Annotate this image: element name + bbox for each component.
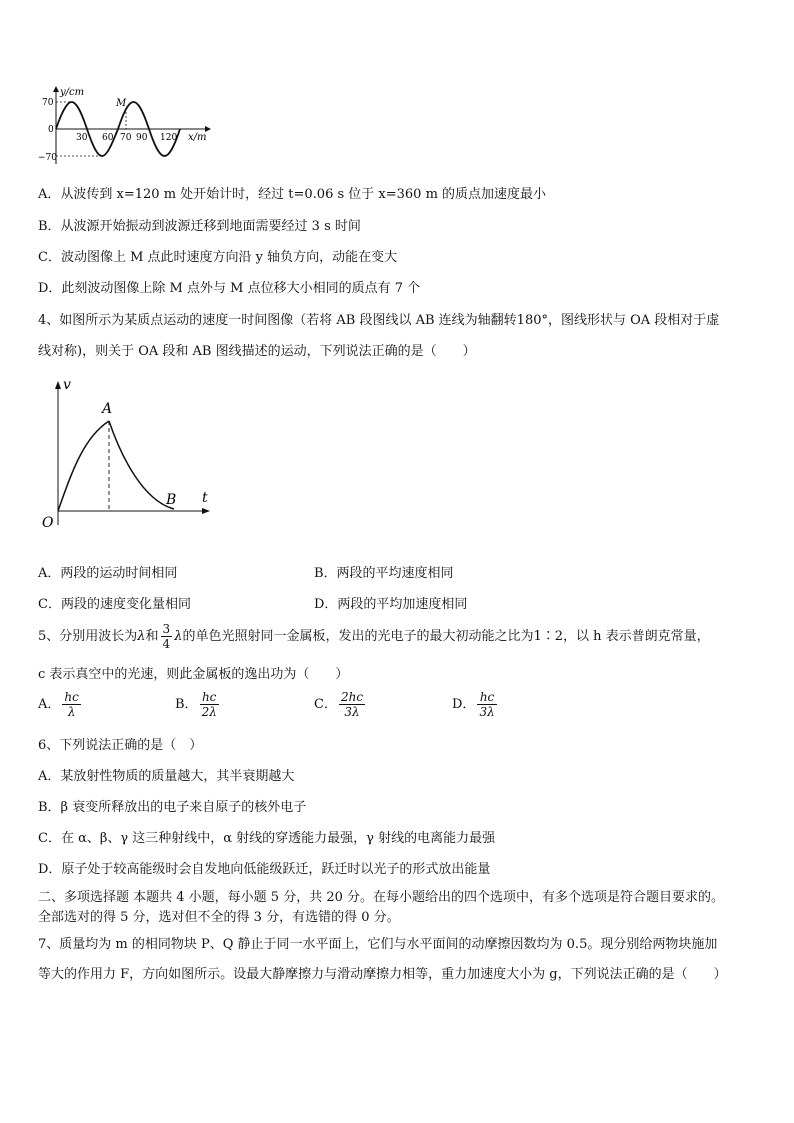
q5-option-c-den: 3λ xyxy=(344,705,360,719)
q5-lambda-2: λ xyxy=(174,629,183,644)
q4-stem-line2: 线对称)，则关于 OA 段和 AB 图线描述的运动，下列说法正确的是（ ） xyxy=(38,344,476,359)
q5-option-c-label: C． xyxy=(314,697,337,712)
q3-option-d: D．此刻波动图像上除 M 点外与 M 点位移大小相同的质点有 7 个 xyxy=(38,281,421,296)
q5-option-a-label: A． xyxy=(38,697,61,712)
wave-y-tick-0: 0 xyxy=(48,125,54,135)
q5-frac-den: 4 xyxy=(162,637,171,651)
q5-stem-post: 的单色光照射同一金属板，发出的光电子的最大初动能之比为1∶2，以 h 表示普朗克常量， xyxy=(182,629,710,644)
q5-stem-line1 xyxy=(38,622,710,651)
q5-option-a xyxy=(38,690,83,719)
q5-option-d-den: 3λ xyxy=(479,705,495,719)
vt-b-label: B xyxy=(166,492,177,508)
q5-stem-and: 和 xyxy=(145,629,159,644)
q6-option-d: D．原子处于较高能级时会自发地向低能级跃迁，跃迁时以光子的形式放出能量 xyxy=(38,862,491,877)
q5-option-d xyxy=(452,690,499,719)
q5-frac-num: 3 xyxy=(162,622,171,636)
wave-y-tick-70: 70 xyxy=(42,98,54,108)
q6-option-c: C．在 α、β、γ 这三种射线中，α 射线的穿透能力最强，γ 射线的电离能力最强 xyxy=(38,831,496,846)
q4-stem-line1: 4、如图所示为某质点运动的速度一时间图像（若将 AB 段图线以 AB 连线为轴翻转180°，图线形状与 OA 段相对于虚 xyxy=(38,313,720,328)
q5-option-b-frac xyxy=(200,690,219,719)
q5-option-c-frac xyxy=(339,690,365,719)
q5-option-d-num: hc xyxy=(477,690,496,705)
vt-v-label: v xyxy=(63,377,71,393)
wave-y-label: y/cm xyxy=(60,87,85,98)
velocity-time-graph xyxy=(36,375,216,530)
q5-option-c xyxy=(314,690,367,719)
q4-option-b: B．两段的平均速度相同 xyxy=(314,566,454,581)
section2-line2: 全部选对的得 5 分，选对但不全的得 3 分，有选错的得 0 分。 xyxy=(38,910,400,925)
q5-option-b xyxy=(175,690,221,719)
q5-option-d-frac xyxy=(477,690,496,719)
q5-fraction xyxy=(161,622,173,651)
q3-option-a: A．从波传到 x=120 m 处开始计时，经过 t=0.06 s 位于 x=360 m 的质点加速度最小 xyxy=(38,187,547,202)
q7-line1: 7、质量均为 m 的相同物块 P、Q 静止于同一水平面上，它们与水平面间的动摩擦因数均为 0.5。现分别给两物块施加 xyxy=(38,937,718,952)
q5-option-b-num: hc xyxy=(200,690,219,705)
q5-stem-pre: 5、分别用波长为 xyxy=(38,629,138,644)
wave-x-tick-60: 60 xyxy=(102,133,114,143)
q5-stem-line2: c 表示真空中的光速，则此金属板的逸出功为（ ） xyxy=(38,667,349,682)
wave-point-m: M xyxy=(116,98,127,109)
q6-option-a: A．某放射性物质的质量越大，其半衰期越大 xyxy=(38,769,295,784)
q5-option-a-den: λ xyxy=(67,705,76,719)
wave-x-label: x/m xyxy=(188,132,207,143)
vt-a-label: A xyxy=(102,401,113,417)
wave-graph xyxy=(30,84,220,166)
q5-option-c-num: 2hc xyxy=(340,690,364,704)
section2-line1: 二、多项选择题 本题共 4 小题，每小题 5 分，共 20 分。在每小题给出的四个选项中，有多个选项是符合题目要求的。 xyxy=(38,890,725,905)
q6-stem: 6、下列说法正确的是（ ） xyxy=(38,738,203,753)
q6-option-b: B．β 衰变所释放出的电子来自原子的核外电子 xyxy=(38,800,307,815)
q5-option-a-num: hc xyxy=(64,690,79,704)
wave-x-tick-70: 70 xyxy=(120,133,132,143)
q5-option-b-den: 2λ xyxy=(201,705,217,719)
q4-option-c: C．两段的速度变化量相同 xyxy=(38,597,191,612)
wave-x-tick-90: 90 xyxy=(136,133,148,143)
q5-option-b-label: B． xyxy=(175,697,198,712)
wave-x-tick-30: 30 xyxy=(76,133,88,143)
q4-option-d: D．两段的平均加速度相同 xyxy=(314,597,468,612)
q5-option-a-frac xyxy=(62,690,80,719)
vt-t-label: t xyxy=(202,490,208,506)
q5-option-d-label: D． xyxy=(452,697,476,712)
vt-o-label: O xyxy=(42,515,54,530)
q4-option-a: A．两段的运动时间相同 xyxy=(38,566,178,581)
wave-y-tick-neg70: −70 xyxy=(38,153,57,163)
q7-line2: 等大的作用力 F，方向如图所示。设最大静摩擦力与滑动摩擦力相等，重力加速度大小为 g，下列说法正确的是（ ） xyxy=(38,967,727,982)
q3-option-b: B．从波源开始振动到波源迁移到地面需要经过 3 s 时间 xyxy=(38,219,361,234)
wave-x-tick-120: 120 xyxy=(160,133,178,143)
q3-option-c: C．波动图像上 M 点此时速度方向沿 y 轴负方向，动能在变大 xyxy=(38,250,398,265)
q5-lambda-1: λ xyxy=(137,629,146,644)
